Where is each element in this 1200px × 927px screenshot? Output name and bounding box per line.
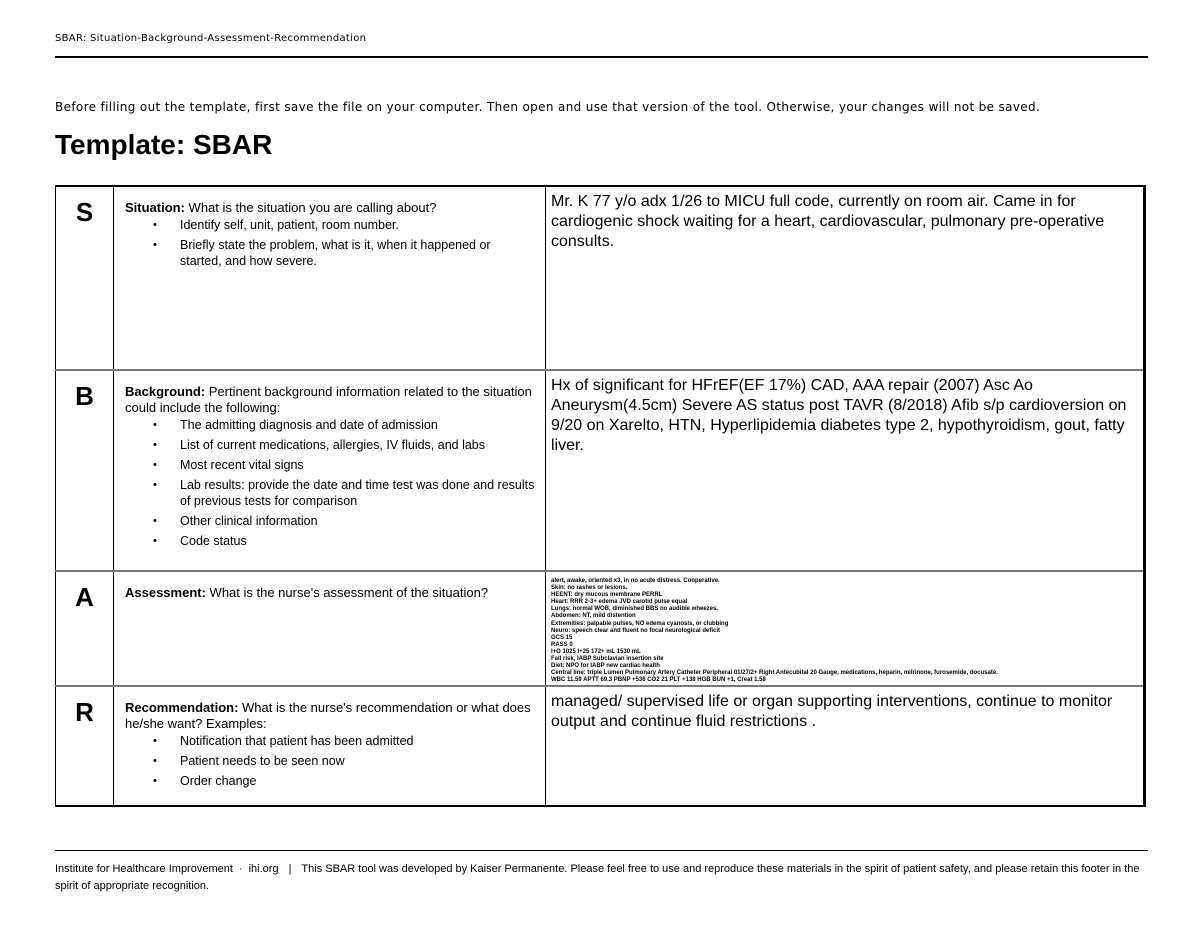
- footer-divider: [55, 850, 1148, 851]
- row-letter: B: [56, 370, 114, 571]
- prompt-heading: Situation:: [125, 200, 185, 215]
- document-title: Template: SBAR: [55, 129, 273, 160]
- footer-org: Institute for Healthcare Improvement: [55, 863, 233, 875]
- prompt-text: [125, 585, 535, 601]
- sbar-row-situation: [56, 186, 1145, 370]
- row-letter: A: [56, 571, 114, 686]
- prompt-question: What is the situation you are calling about?: [184, 200, 437, 215]
- list-item: • Order change: [125, 773, 535, 789]
- instructions-text: Before filling out the template, first save the file on your computer. Then open and use that version of the tool. Otherwise, your changes will not be saved.: [55, 100, 1041, 114]
- prompt-cell: [114, 370, 546, 571]
- response-field-background[interactable]: Hx of significant for HFrEF(EF 17%) CAD, AAA repair (2007) Asc Ao Aneurysm(4.5cm) Severe AS status post TAVR (8/2018) Afib s/p cardioversion on 9/20 on Xarelto, HTN, Hyperlipidemia diabetes type 2, hypothyroidism, gout, fatty liver.: [546, 370, 1145, 571]
- page-header-title: SBAR: Situation-Background-Assessment-Recommendation: [55, 33, 367, 44]
- assessment-notes: alert, awake, oriented x3, in no acute distress. Cooperative. Skin: no rashes or lesions. HEENT: dry mucous membrane PERRL Heart: RRR 2-3+ edema JVD carotid pulse equal Lungs: normal WOB, diminished BBS no audible wheezes. Abdomen: NT, mild distention Extremities: palpable pulses, NO edema cyanosis, or clubbing Neuro: speech clear and fluent no focal neurological deficit GCS 15 RASS 0 I+O 1025 I+25 172+ mL 1530 mL Fall risk, IABP Subclavian insertion site Diet: NPO for IABP new cardiac health Central line: triple Lumen Pulmonary Artery Catheter Peripheral 01/27/2+ Right Antecubital 20 Gauge, medications, heparin, milrinone, furosemide, docusate. WBC 11.59 APTT 69.3 PBNP +536 CO2 21 PLT +138 HGB BUN +1, Creat 1.58: [551, 578, 998, 684]
- prompt-bullet-list: [125, 217, 535, 269]
- list-item: • Most recent vital signs: [125, 457, 535, 473]
- list-item: • Notification that patient has been admitted: [125, 733, 535, 749]
- list-item: • Code status: [125, 533, 535, 549]
- footer-note: This SBAR tool was developed by Kaiser Permanente. Please feel free to use and reproduce these materials in the spirit of patient safety, and please retain this footer in the spirit of appropriate recognition.: [55, 863, 1140, 892]
- header-divider: [55, 56, 1148, 58]
- prompt-question: Pertinent background information related to the situation could include the following:: [125, 384, 532, 415]
- list-item: • The admitting diagnosis and date of admission: [125, 417, 535, 433]
- prompt-question: What is the nurse's recommendation or what does he/she want? Examples:: [125, 700, 531, 731]
- prompt-heading: Recommendation:: [125, 700, 239, 715]
- prompt-cell: [114, 686, 546, 806]
- response-field-assessment[interactable]: [546, 571, 1145, 686]
- list-item: • Briefly state the problem, what is it, when it happened or started, and how severe.: [125, 237, 535, 269]
- prompt-bullet-list: [125, 417, 535, 549]
- list-item: • Patient needs to be seen now: [125, 753, 535, 769]
- prompt-bullet-list: [125, 733, 535, 789]
- prompt-question: What is the nurse's assessment of the situation?: [205, 585, 489, 600]
- list-item: • Lab results: provide the date and time test was done and results of previous tests for comparison: [125, 477, 535, 509]
- prompt-text: [125, 700, 535, 732]
- footer-dot-separator: ·: [238, 863, 243, 875]
- prompt-heading: Background:: [125, 384, 206, 399]
- prompt-cell: [114, 186, 546, 370]
- sbar-row-assessment: [56, 571, 1145, 686]
- footer-pipe-separator: |: [288, 863, 292, 875]
- prompt-heading: Assessment:: [125, 585, 206, 600]
- response-field-recommendation[interactable]: managed/ supervised life or organ supporting interventions, continue to monitor output and continue fluid restrictions .: [546, 686, 1145, 806]
- sbar-row-recommendation: [56, 686, 1145, 806]
- list-item: • List of current medications, allergies, IV fluids, and labs: [125, 437, 535, 453]
- prompt-text: [125, 384, 535, 416]
- list-item: • Other clinical information: [125, 513, 535, 529]
- list-item: • Identify self, unit, patient, room number.: [125, 217, 535, 233]
- footer-site-link[interactable]: ihi.org: [248, 863, 279, 875]
- sbar-table: [55, 185, 1146, 807]
- prompt-cell: [114, 571, 546, 686]
- page-footer: [55, 861, 1145, 895]
- row-letter: S: [56, 186, 114, 370]
- response-field-situation[interactable]: Mr. K 77 y/o adx 1/26 to MICU full code, currently on room air. Came in for cardiogenic shock waiting for a heart, cardiovascular, pulmonary pre-operative consults.: [546, 186, 1145, 370]
- sbar-row-background: [56, 370, 1145, 571]
- row-letter: R: [56, 686, 114, 806]
- prompt-text: [125, 200, 535, 216]
